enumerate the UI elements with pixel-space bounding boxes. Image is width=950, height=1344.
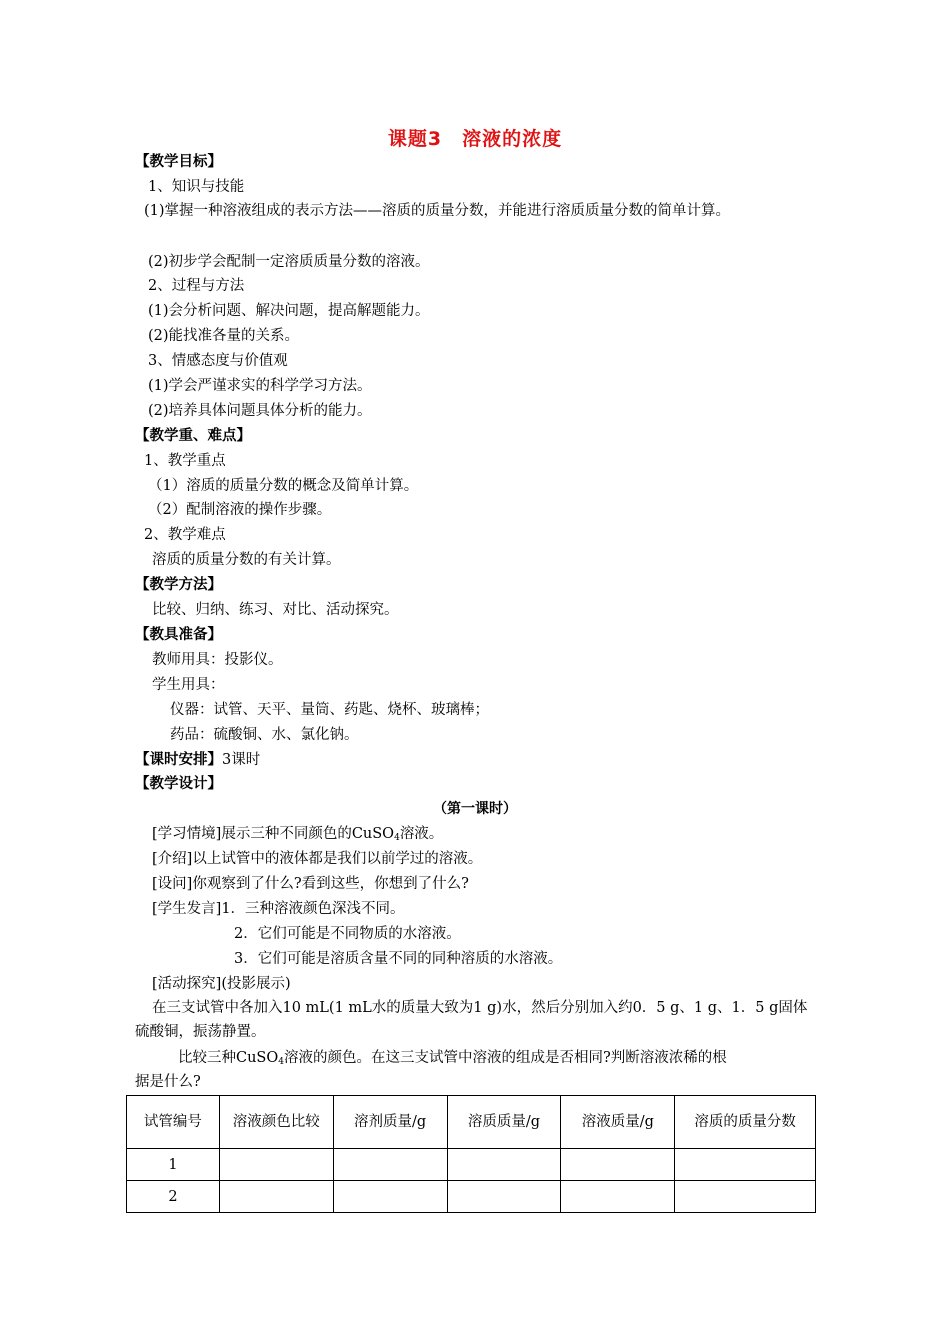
paragraph-compare-text: 比较三种CuSO [178,1050,279,1066]
tools-student: 学生用具： [152,677,225,693]
paragraph-situation-text-end: 溶液。 [399,826,444,842]
objective-1-item-2: (2)初步学会配制一定溶质质量分数的溶液。 [148,254,430,270]
subscript: 4 [278,1057,284,1067]
schedule-line [135,750,260,770]
objective-1-item-1 [144,199,809,223]
table-cell: 1 [127,1149,220,1181]
key-point-2-item-1: 溶质的质量分数的有关计算。 [152,552,341,568]
table-cell [333,1181,447,1213]
objective-2-item-1: (1)会分析问题、解决问题，提高解题能力。 [148,303,430,319]
table-cell [447,1149,561,1181]
table-cell [561,1181,675,1213]
paragraph-situation [152,824,443,848]
heading-key-points: 【教学重、难点】 [135,428,251,444]
heading-method: 【教学方法】 [135,577,222,593]
experiment-table [126,1095,816,1213]
key-point-2: 2、教学难点 [144,527,226,543]
table-header: 试管编号 [127,1096,220,1149]
method-text: 比较、归纳、练习、对比、活动探究。 [152,602,399,618]
key-point-1: 1、教学重点 [144,453,226,469]
paragraph-procedure: 在三支试管中各加入10 mL(1 mL水的质量大致为1 g)水，然后分别加入约0．5 g、1 g、1．5 g固体硫酸铜，振荡静置。 [135,1000,808,1040]
table-row [127,1149,816,1181]
objective-3-item-1: (1)学会严谨求实的科学学习方法。 [148,378,372,394]
table-cell [675,1149,816,1181]
objective-1: 1、知识与技能 [148,179,245,195]
table-header: 溶质质量/g [447,1096,561,1149]
tools-reagents: 药品：硫酸铜、水、氯化钠。 [170,727,359,743]
objective-1-item-1-text: (1)掌握一种溶液组成的表示方法——溶质的质量分数，并能进行溶质质量分数的简单计算。 [144,203,731,219]
heading-schedule: 【课时安排】 [135,752,222,768]
table-cell: 2 [127,1181,220,1213]
table-cell [447,1181,561,1213]
page-title: 课题3 溶液的浓度 [387,128,563,150]
tools-instruments: 仪器：试管、天平、量筒、药匙、烧杯、玻璃棒； [170,702,489,718]
objective-3: 3、情感态度与价值观 [148,353,288,369]
heading-objectives: 【教学目标】 [135,154,222,170]
heading-tools: 【教具准备】 [135,627,222,643]
table-header: 溶液质量/g [561,1096,675,1149]
paragraph-question: [设问]你观察到了什么?看到这些，你想到了什么? [152,876,469,892]
table-header: 溶液颜色比较 [219,1096,333,1149]
paragraph-student-1: [学生发言]1．三种溶液颜色深浅不同。 [152,901,405,917]
paragraph-student-3: 3．它们可能是溶质含量不同的同种溶质的水溶液。 [234,951,563,967]
objective-2-item-2: (2)能找准各量的关系。 [148,328,300,344]
table-cell [219,1181,333,1213]
key-point-1-item-2: （2）配制溶液的操作步骤。 [148,502,332,518]
paragraph-intro: [介绍]以上试管中的液体都是我们以前学过的溶液。 [152,851,483,867]
heading-design: 【教学设计】 [135,776,222,792]
schedule-text: 3课时 [222,752,261,768]
paragraph-compare-cont: 据是什么? [135,1074,201,1090]
objective-2: 2、过程与方法 [148,278,245,294]
paragraph-student-2: 2．它们可能是不同物质的水溶液。 [234,926,461,942]
table-cell [675,1181,816,1213]
table-row [127,1181,816,1213]
table-header: 溶剂质量/g [333,1096,447,1149]
table-header-row [127,1096,816,1149]
paragraph-compare [178,1048,727,1072]
subscript: 4 [394,833,400,843]
objective-3-item-2: (2)培养具体问题具体分析的能力。 [148,403,372,419]
key-point-1-item-1: （1）溶质的质量分数的概念及简单计算。 [148,478,419,494]
table-cell [219,1149,333,1181]
paragraph-situation-text: [学习情境]展示三种不同颜色的CuSO [152,826,395,842]
tools-teacher: 教师用具：投影仪。 [152,652,283,668]
table-header: 溶质的质量分数 [675,1096,816,1149]
lesson-title: （第一课时） [433,801,517,817]
paragraph-compare-text-end: 溶液的颜色。在这三支试管中溶液的组成是否相同?判断溶液浓稀的根 [284,1050,727,1066]
paragraph-activity: [活动探究](投影展示) [152,976,291,992]
table-cell [561,1149,675,1181]
table-cell [333,1149,447,1181]
